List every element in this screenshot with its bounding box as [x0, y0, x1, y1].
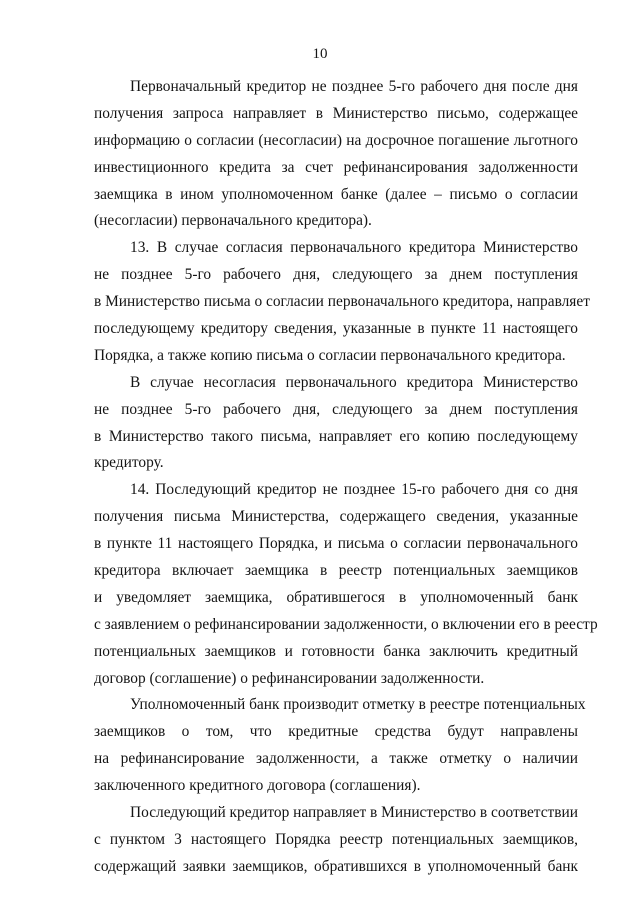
- paragraph-p3: [94, 370, 578, 478]
- text-line: потенциальных заемщиков и готовности банка заключить кредитный: [94, 642, 578, 660]
- text-line: последующему кредитору сведения, указанные в пункте 11 настоящего: [94, 320, 578, 338]
- text-line: Первоначальный кредитор не позднее 5-го рабочего дня после дня: [130, 78, 578, 95]
- text-line: и уведомляет заемщика, обратившегося в уполномоченный банк: [94, 588, 578, 606]
- text-line: не позднее 5-го рабочего дня, следующего за днем поступления: [94, 400, 578, 418]
- text-line: кредитора включает заемщика в реестр потенциальных заемщиков: [94, 562, 578, 580]
- text-line: получения письма Министерства, содержащего сведения, указанные: [94, 508, 578, 526]
- text-line: заемщика в ином уполномоченном банке (далее – письмо о согласии: [94, 185, 578, 203]
- text-line: инвестиционного кредита за счет рефинансирования задолженности: [94, 158, 578, 176]
- text-line: заемщиков о том, что кредитные средства будут направлены: [94, 723, 578, 741]
- text-line: заключенного кредитного договора (соглашения).: [94, 777, 421, 795]
- text-line: (несогласии) первоначального кредитора).: [94, 212, 372, 230]
- text-line: 14. Последующий кредитор не позднее 15-го рабочего дня со дня: [130, 481, 578, 499]
- text-line: договор (соглашение) о рефинансировании задолженности.: [94, 669, 485, 687]
- text-line: с заявлением о рефинансировании задолженности, о включении его в реестр: [94, 615, 598, 633]
- text-line: получения запроса направляет в Министерство письмо, содержащее: [94, 104, 578, 122]
- text-line: информацию о согласии (несогласии) на досрочное погашение льготного: [94, 131, 578, 149]
- paragraph-p2: [94, 235, 590, 369]
- text-line: в Министерство такого письма, направляет его копию последующему: [94, 427, 578, 445]
- text-line: на рефинансирование задолженности, а также отметку о наличии: [94, 750, 578, 768]
- text-line: Уполномоченный банк производит отметку в реестре потенциальных: [130, 696, 586, 714]
- text-line: в Министерство письма о согласии первоначального кредитора, направляет: [94, 293, 590, 311]
- page-number: 10: [312, 46, 328, 62]
- paragraph-p5: [94, 692, 586, 800]
- text-line: 13. В случае согласия первоначального кредитора Министерство: [130, 239, 578, 257]
- paragraph-p4: [94, 477, 598, 692]
- text-line: Порядка, а также копию письма о согласии первоначального кредитора.: [94, 346, 566, 364]
- paragraph-p1: [94, 74, 578, 235]
- document-body: [94, 74, 598, 881]
- text-line: не позднее 5-го рабочего дня, следующего за днем поступления: [94, 266, 578, 284]
- text-line: с пунктом 3 настоящего Порядка реестр потенциальных заемщиков,: [94, 830, 578, 848]
- text-line: в пункте 11 настоящего Порядка, и письма о согласии первоначального: [94, 535, 578, 553]
- text-line: Последующий кредитор направляет в Министерство в соответствии: [130, 804, 578, 822]
- paragraph-p6: [94, 800, 578, 881]
- text-line: В случае несогласия первоначального кредитора Министерство: [130, 373, 578, 391]
- text-line: кредитору.: [94, 454, 164, 472]
- text-line: содержащий заявки заемщиков, обратившихся в уполномоченный банк: [94, 857, 578, 875]
